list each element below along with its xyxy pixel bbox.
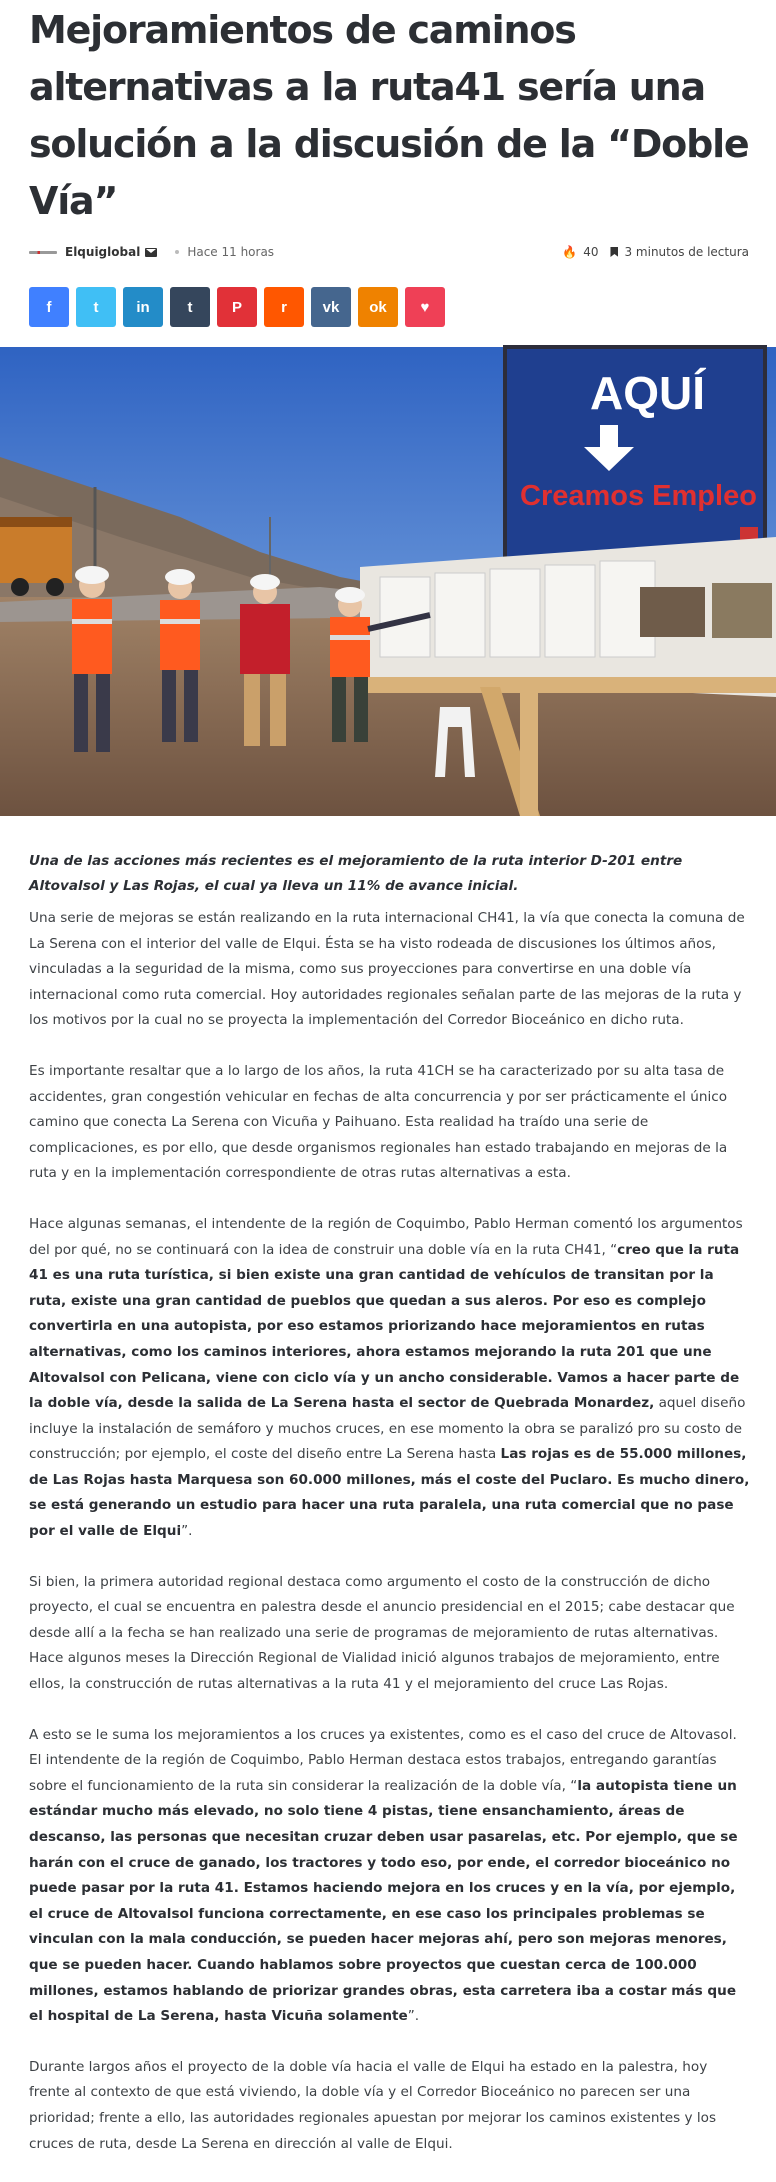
paragraph-5-intro: A esto se le suma los mejoramientos a los cruces ya existentes, como es el caso del cruce de Altovasol. El intendente de la región de Coquimbo, Pablo Herman destaca estos trabajos, entregando garantías sobre el funcionamiento de la ruta sin considerar la realización de la doble vía, “ <box>29 1726 737 1794</box>
sign-empleo-text: Creamos Empleo <box>520 480 757 512</box>
share-buttons <box>29 287 445 327</box>
image-caption: Una de las acciones más recientes es el mejoramiento de la ruta interior D-201 entre Altovalsol y Las Rojas, el cual ya lleva un 11% de avance inicial. <box>29 853 683 894</box>
tumblr-icon: t <box>187 298 193 316</box>
flame-icon: 🔥 <box>562 245 578 259</box>
paragraph-4: Si bien, la primera autoridad regional destaca como argumento el costo de la construcción de dicho proyecto, el cual se encuentra en palestra desde el anuncio presidencial en el 2015; cabe destacar que desde allí a la fecha se han realizado una serie de programas de mejoramiento de rutas alternativas. Hace algunos meses la Dirección Regional de Vialidad inició algunos trabajos de mejoramiento, entre ellos, la construcción de rutas alternativas a la ruta 41 y el mejoramiento del cruce Las Rojas. <box>29 1573 735 1693</box>
paragraph-6: Durante largos años el proyecto de la doble vía hacia el valle de Elqui ha estado en la palestra, hoy frente al contexto de que está viviendo, la doble vía y el Corredor Bioceánico no parecen ser una prioridad; frente a ello, las autoridades regionales apuestan por mejorar los caminos existentes y los cruces de ruta, desde La Serena en dirección al valle de Elqui. <box>29 2058 717 2152</box>
author-logo[interactable] <box>29 245 57 259</box>
pocket-icon: ♥ <box>420 298 430 316</box>
share-tumblr-button[interactable] <box>170 287 210 327</box>
share-pinterest-button[interactable] <box>217 287 257 327</box>
share-linkedin-button[interactable] <box>123 287 163 327</box>
share-vk-button[interactable] <box>311 287 351 327</box>
pinterest-icon: P <box>231 298 242 316</box>
twitter-icon: t <box>93 298 99 316</box>
share-pocket-button[interactable] <box>405 287 445 327</box>
article-title: Mejoramientos de caminos alternativas a la ruta41 sería una solución a la discusión de la “Doble Vía” <box>29 8 749 223</box>
share-twitter-button[interactable] <box>76 287 116 327</box>
vk-icon: vk <box>322 298 340 316</box>
post-date: Hace 11 horas <box>187 245 275 259</box>
paragraph-5 <box>29 1723 751 2030</box>
article-body <box>29 906 751 2182</box>
article-meta <box>29 240 749 264</box>
paragraph-1: Una serie de mejoras se están realizando en la ruta internacional CH41, la vía que conecta la comuna de La Serena con el interior del valle de Elqui. Ésta se ha visto rodeada de discusiones los últimos años, vinculadas a la seguridad de la misma, como sus proyecciones para convertirse en una doble vía internacional como ruta comercial. Hoy autoridades regionales señalan parte de las mejoras de la ruta y los motivos por la cual no se proyecta la implementación del Corredor Bioceánico en dicho ruta. <box>29 910 745 1029</box>
hero-photo <box>0 347 776 816</box>
paragraph-5-end: ”. <box>407 2008 420 2025</box>
sign-aqui-text: AQUÍ <box>590 367 705 419</box>
bookmark-icon <box>610 247 618 257</box>
reddit-icon: r <box>281 298 287 316</box>
hero-image <box>0 347 776 816</box>
facebook-icon: f <box>46 298 52 316</box>
paragraph-2: Es importante resaltar que a lo largo de los años, la ruta 41CH se ha caracterizado por su alta tasa de accidentes, gran congestión vehicular en fechas de alta concurrencia y por ser prácticamente el único camino que conecta La Serena con Vicuña y Paihuano. Esta realidad ha traído una serie de complicaciones, es por ello, que desde organismos regionales han estado trabajando en mejoras de la ruta y en la implementación correspondiente de otras rutas alternativas a esta. <box>29 1062 728 1182</box>
quote-2: la autopista tiene un estándar mucho más elevado, no solo tiene 4 pistas, tiene ensanchamiento, áreas de descanso, las personas que necesitan cruzar deben usar pasarelas, etc. Por ejemplo, que se harán con el cruce de ganado, los tractores y todo eso, por ende, el corredor bioceánico no puede pasar por la ruta 41. Estamos haciendo mejora en los cruces y en la vía, por ejemplo, el cruce de Altovalsol funciona correctamente, en ese caso los principales problemas se vinculan con la mala conducción, se pueden hacer mejoras ahí, pero son mejoras menores, que se pueden hacer. Cuando hablamos sobre proyectos que cuestan cerca de 100.000 millones, estamos hablando de priorizar grandes obras, esta carretera iba a costar más que el hospital de La Serena, hasta Vicuña solamente <box>29 1777 738 2025</box>
quote-1: creo que la ruta 41 es una ruta turística, si bien existe una gran cantidad de vehículos de transitan por la ruta, existe una gran cantidad de pueblos que quedan a sus aleros. Por eso es complejo convertirla en una autopista, por eso estamos priorizando hace mejoramientos en rutas alternativas, como los caminos interiores, ahora estamos mejorando la ruta 201 que une Altovalsol con Pelicana, viene con ciclo vía y un ancho considerable. Vamos a hacer parte de la doble vía, desde la salida de La Serena hasta el sector de Quebrada Monardez, <box>29 1241 740 1412</box>
meta-separator-icon <box>175 250 179 254</box>
paragraph-3-intro: Hace algunas semanas, el intendente de la región de Coquimbo, Pablo Herman comentó los argumentos del por qué, no se continuará con la idea de construir una doble vía en la ruta CH41, “ <box>29 1215 743 1258</box>
email-icon[interactable] <box>145 248 157 257</box>
share-reddit-button[interactable] <box>264 287 304 327</box>
linkedin-icon: in <box>136 298 150 316</box>
paragraph-3-mid: aquel diseño incluye la instalación de semáforo y muchos cruces, en ese momento la obra se paralizó pro su costo de construcción; por ejemplo, el coste del diseño entre La Serena hasta <box>29 1395 746 1463</box>
read-time: 3 minutos de lectura <box>624 245 749 259</box>
author-link[interactable]: Elquiglobal <box>65 245 141 259</box>
meta-stats <box>562 245 749 259</box>
odnoklassniki-icon: ok <box>369 298 387 316</box>
share-odnoklassniki-button[interactable] <box>358 287 398 327</box>
view-count: 40 <box>583 245 599 259</box>
paragraph-3-end: ”. <box>181 1523 193 1540</box>
quote-1-cont: Las rojas es de 55.000 millones, de Las Rojas hasta Marquesa son 60.000 millones, más el coste del Puclaro. Es mucho dinero, se está generando un estudio para hacer una ruta paralela, una ruta comercial que no pase por el valle de Elqui <box>29 1446 750 1540</box>
paragraph-3 <box>29 1212 751 1545</box>
share-facebook-button[interactable] <box>29 287 69 327</box>
